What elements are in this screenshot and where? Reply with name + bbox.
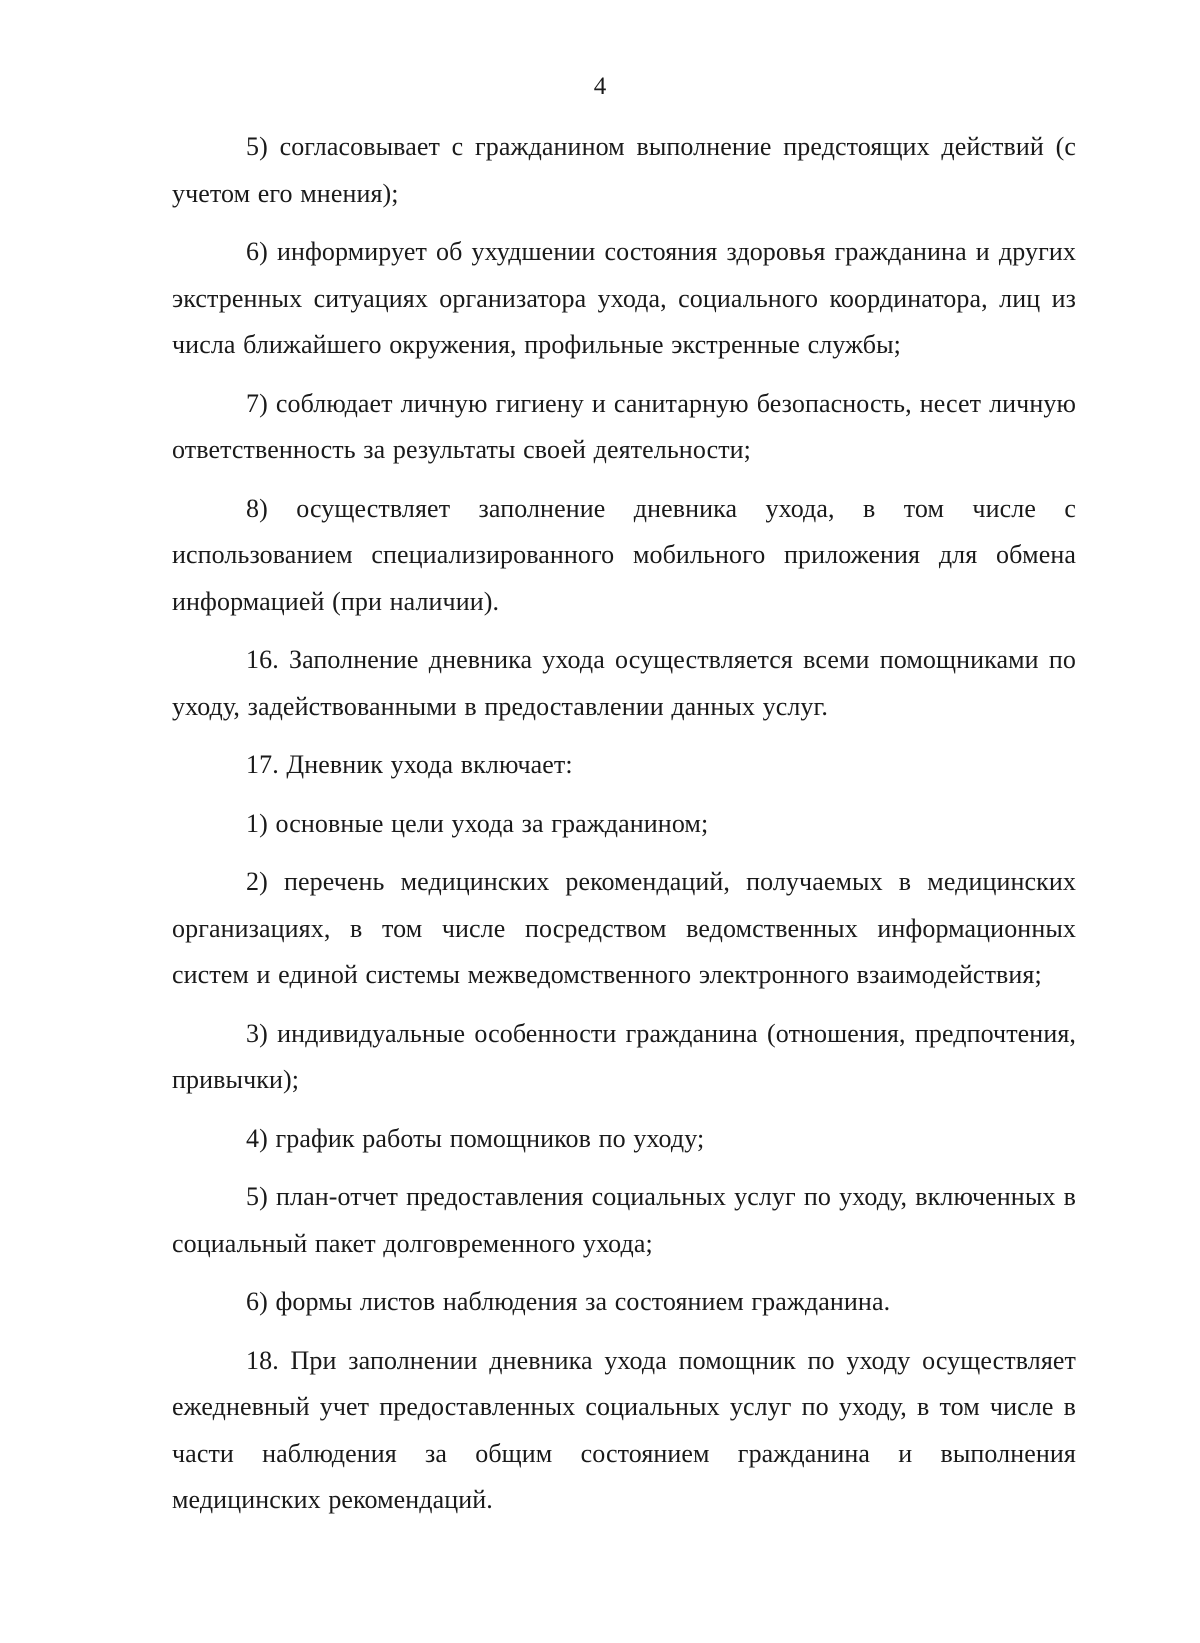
paragraph: 17. Дневник ухода включает:	[246, 750, 573, 779]
paragraph: 6) формы листов наблюдения за состоянием гражданина.	[246, 1287, 891, 1316]
paragraph: 4) график работы помощников по уходу;	[246, 1123, 705, 1153]
paragraph: 2) перечень медицинских рекомендаций, получаемых в медицинских организациях, в том числе посредством ведомственных информационных систем и единой системы межведомственного электронного взаимодействия;	[172, 867, 1076, 989]
paragraph: 6) информирует об ухудшении состояния здоровья гражданина и других экстренных ситуациях организатора ухода, социального координатора, лиц из числа ближайшего окружения, профильные экстренные службы;	[172, 237, 1076, 359]
document-body	[172, 124, 1076, 1536]
paragraph: 1) основные цели ухода за гражданином;	[246, 808, 709, 838]
paragraph: 7) соблюдает личную гигиену и санитарную безопасность, несет личную ответственность за результаты своей деятельности;	[172, 388, 1076, 464]
paragraph: 8) осуществляет заполнение дневника ухода, в том числе с использованием специализированного мобильного приложения для обмена информацией (при наличии).	[172, 493, 1076, 616]
page-number: 4	[593, 73, 607, 100]
paragraph: 16. Заполнение дневника ухода осуществляется всеми помощниками по уходу, задействованными в предоставлении данных услуг.	[172, 645, 1076, 721]
paragraph: 18. При заполнении дневника ухода помощник по уходу осуществляет ежедневный учет предоставленных социальных услуг по уходу, в том числе в части наблюдения за общим состоянием гражданина и выполнения медицинских рекомендаций.	[172, 1345, 1076, 1514]
paragraph: 5) согласовывает с гражданином выполнение предстоящих действий (с учетом его мнения);	[172, 132, 1076, 208]
paragraph: 3) индивидуальные особенности гражданина (отношения, предпочтения, привычки);	[172, 1018, 1076, 1094]
paragraph: 5) план-отчет предоставления социальных услуг по уходу, включенных в социальный пакет долговременного ухода;	[172, 1182, 1076, 1258]
